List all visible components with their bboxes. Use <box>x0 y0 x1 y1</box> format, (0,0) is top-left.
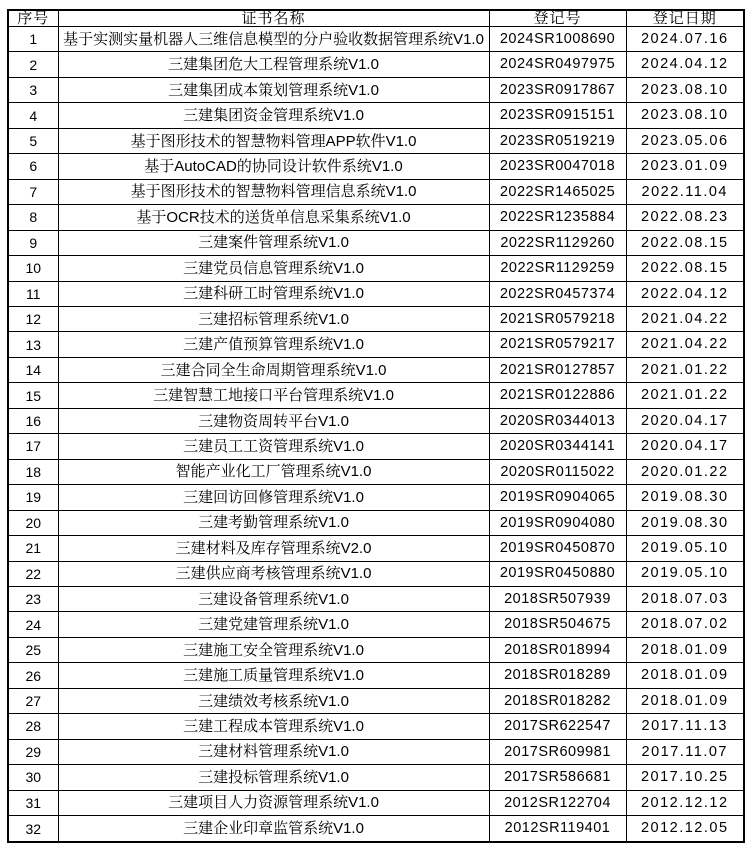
cell-reg-date: 2020.04.17 <box>626 408 744 433</box>
table-body <box>8 27 744 843</box>
cell-index: 8 <box>8 205 58 230</box>
table-row <box>8 714 744 739</box>
cell-reg-date: 2019.08.30 <box>626 485 744 510</box>
cell-name: 基于图形技术的智慧物料管理APP软件V1.0 <box>58 128 489 153</box>
cell-index: 15 <box>8 383 58 408</box>
cell-index: 23 <box>8 586 58 611</box>
cell-reg-date: 2022.08.15 <box>626 230 744 255</box>
cell-index: 22 <box>8 561 58 586</box>
cell-reg-no: 2019SR0450870 <box>489 536 626 561</box>
cell-reg-no: 2024SR1008690 <box>489 27 626 52</box>
certificates-table <box>7 9 745 843</box>
table-row <box>8 434 744 459</box>
cell-name: 基于实测实量机器人三维信息模型的分户验收数据管理系统V1.0 <box>58 27 489 52</box>
cell-name: 三建施工安全管理系统V1.0 <box>58 637 489 662</box>
cell-reg-no: 2021SR0579217 <box>489 332 626 357</box>
cell-reg-date: 2020.01.22 <box>626 459 744 484</box>
cell-reg-no: 2020SR0344013 <box>489 408 626 433</box>
table-row <box>8 612 744 637</box>
table-row <box>8 586 744 611</box>
cell-index: 3 <box>8 77 58 102</box>
cell-index: 17 <box>8 434 58 459</box>
cell-reg-no: 2022SR1465025 <box>489 179 626 204</box>
table-row <box>8 663 744 688</box>
column-header-reg-no: 登记号 <box>489 10 626 27</box>
table-row <box>8 179 744 204</box>
cell-reg-date: 2022.08.23 <box>626 205 744 230</box>
cell-name: 三建党建管理系统V1.0 <box>58 612 489 637</box>
table-row <box>8 77 744 102</box>
cell-name: 三建产值预算管理系统V1.0 <box>58 332 489 357</box>
cell-reg-no: 2019SR0904065 <box>489 485 626 510</box>
cell-reg-no: 2019SR0450880 <box>489 561 626 586</box>
cell-name: 三建材料及库存管理系统V2.0 <box>58 536 489 561</box>
cell-name: 三建党员信息管理系统V1.0 <box>58 256 489 281</box>
cell-reg-date: 2017.10.25 <box>626 765 744 790</box>
column-header-index: 序号 <box>8 10 58 27</box>
cell-index: 13 <box>8 332 58 357</box>
cell-reg-no: 2021SR0579218 <box>489 306 626 331</box>
cell-index: 16 <box>8 408 58 433</box>
table-header-row <box>8 10 744 27</box>
cell-index: 19 <box>8 485 58 510</box>
table-row <box>8 790 744 815</box>
cell-index: 7 <box>8 179 58 204</box>
cell-index: 11 <box>8 281 58 306</box>
cell-index: 21 <box>8 536 58 561</box>
table-row <box>8 128 744 153</box>
cell-reg-no: 2022SR1129260 <box>489 230 626 255</box>
cell-index: 12 <box>8 306 58 331</box>
cell-name: 三建工程成本管理系统V1.0 <box>58 714 489 739</box>
cell-reg-no: 2023SR0047018 <box>489 154 626 179</box>
cell-reg-date: 2023.08.10 <box>626 103 744 128</box>
cell-index: 27 <box>8 688 58 713</box>
cell-reg-no: 2012SR119401 <box>489 816 626 842</box>
cell-reg-no: 2022SR1235884 <box>489 205 626 230</box>
cell-reg-no: 2018SR018282 <box>489 688 626 713</box>
cell-name: 三建集团资金管理系统V1.0 <box>58 103 489 128</box>
table-row <box>8 205 744 230</box>
table-row <box>8 154 744 179</box>
cell-name: 基于OCR技术的送货单信息采集系统V1.0 <box>58 205 489 230</box>
cell-index: 20 <box>8 510 58 535</box>
cell-reg-date: 2021.01.22 <box>626 357 744 382</box>
cell-name: 三建材料管理系统V1.0 <box>58 739 489 764</box>
cell-index: 18 <box>8 459 58 484</box>
cell-reg-date: 2023.01.09 <box>626 154 744 179</box>
table-row <box>8 103 744 128</box>
table-row <box>8 459 744 484</box>
cell-reg-no: 2023SR0519219 <box>489 128 626 153</box>
cell-name: 三建供应商考核管理系统V1.0 <box>58 561 489 586</box>
cell-reg-no: 2020SR0344141 <box>489 434 626 459</box>
cell-reg-date: 2017.11.13 <box>626 714 744 739</box>
cell-reg-no: 2022SR0457374 <box>489 281 626 306</box>
cell-name: 三建回访回修管理系统V1.0 <box>58 485 489 510</box>
cell-reg-date: 2017.11.07 <box>626 739 744 764</box>
cell-reg-date: 2022.11.04 <box>626 179 744 204</box>
cell-reg-no: 2020SR0115022 <box>489 459 626 484</box>
cell-reg-date: 2020.04.17 <box>626 434 744 459</box>
cell-index: 30 <box>8 765 58 790</box>
cell-name: 三建智慧工地接口平台管理系统V1.0 <box>58 383 489 408</box>
cell-reg-no: 2018SR018289 <box>489 663 626 688</box>
cell-reg-no: 2017SR586681 <box>489 765 626 790</box>
cell-index: 32 <box>8 816 58 842</box>
cell-name: 三建案件管理系统V1.0 <box>58 230 489 255</box>
cell-reg-date: 2024.07.16 <box>626 27 744 52</box>
cell-name: 基于AutoCAD的协同设计软件系统V1.0 <box>58 154 489 179</box>
cell-name: 三建投标管理系统V1.0 <box>58 765 489 790</box>
cell-reg-date: 2012.12.12 <box>626 790 744 815</box>
table-row <box>8 306 744 331</box>
cell-reg-date: 2022.08.15 <box>626 256 744 281</box>
table-row <box>8 485 744 510</box>
cell-index: 6 <box>8 154 58 179</box>
cell-reg-date: 2021.04.22 <box>626 332 744 357</box>
cell-reg-date: 2021.01.22 <box>626 383 744 408</box>
cell-name: 三建绩效考核系统V1.0 <box>58 688 489 713</box>
table-row <box>8 383 744 408</box>
table-row <box>8 637 744 662</box>
cell-name: 三建科研工时管理系统V1.0 <box>58 281 489 306</box>
cell-index: 10 <box>8 256 58 281</box>
cell-name: 三建企业印章监管系统V1.0 <box>58 816 489 842</box>
cell-reg-date: 2022.04.12 <box>626 281 744 306</box>
cell-index: 26 <box>8 663 58 688</box>
table-row <box>8 510 744 535</box>
cell-reg-date: 2018.01.09 <box>626 637 744 662</box>
cell-index: 24 <box>8 612 58 637</box>
table-row <box>8 739 744 764</box>
cell-name: 三建集团危大工程管理系统V1.0 <box>58 52 489 77</box>
table-row <box>8 27 744 52</box>
cell-reg-no: 2019SR0904080 <box>489 510 626 535</box>
cell-reg-date: 2021.04.22 <box>626 306 744 331</box>
table-row <box>8 52 744 77</box>
cell-index: 2 <box>8 52 58 77</box>
cell-index: 29 <box>8 739 58 764</box>
cell-name: 三建设备管理系统V1.0 <box>58 586 489 611</box>
cell-reg-no: 2018SR018994 <box>489 637 626 662</box>
cell-reg-no: 2012SR122704 <box>489 790 626 815</box>
cell-reg-date: 2018.07.02 <box>626 612 744 637</box>
cell-index: 4 <box>8 103 58 128</box>
table-row <box>8 281 744 306</box>
column-header-reg-date: 登记日期 <box>626 10 744 27</box>
cell-name: 三建员工工资管理系统V1.0 <box>58 434 489 459</box>
cell-index: 25 <box>8 637 58 662</box>
table-row <box>8 332 744 357</box>
cell-reg-no: 2018SR507939 <box>489 586 626 611</box>
cell-reg-no: 2017SR622547 <box>489 714 626 739</box>
cell-name: 三建考勤管理系统V1.0 <box>58 510 489 535</box>
cell-reg-date: 2018.01.09 <box>626 663 744 688</box>
cell-reg-no: 2021SR0122886 <box>489 383 626 408</box>
cell-reg-date: 2019.05.10 <box>626 536 744 561</box>
cell-index: 1 <box>8 27 58 52</box>
cell-index: 31 <box>8 790 58 815</box>
cell-name: 三建集团成本策划管理系统V1.0 <box>58 77 489 102</box>
table-row <box>8 688 744 713</box>
table-row <box>8 357 744 382</box>
cell-reg-date: 2019.08.30 <box>626 510 744 535</box>
cell-name: 三建施工质量管理系统V1.0 <box>58 663 489 688</box>
cell-reg-no: 2022SR1129259 <box>489 256 626 281</box>
table-header <box>8 10 744 27</box>
cell-index: 14 <box>8 357 58 382</box>
cell-name: 三建物资周转平台V1.0 <box>58 408 489 433</box>
table-row <box>8 765 744 790</box>
cell-name: 基于图形技术的智慧物料管理信息系统V1.0 <box>58 179 489 204</box>
cell-index: 9 <box>8 230 58 255</box>
cell-index: 28 <box>8 714 58 739</box>
cell-reg-date: 2012.12.05 <box>626 816 744 842</box>
table-row <box>8 256 744 281</box>
cell-index: 5 <box>8 128 58 153</box>
cell-reg-date: 2023.05.06 <box>626 128 744 153</box>
cell-reg-date: 2019.05.10 <box>626 561 744 586</box>
cell-reg-date: 2024.04.12 <box>626 52 744 77</box>
table-row <box>8 230 744 255</box>
cell-reg-no: 2017SR609981 <box>489 739 626 764</box>
cell-reg-date: 2023.08.10 <box>626 77 744 102</box>
cell-reg-date: 2018.07.03 <box>626 586 744 611</box>
cell-name: 三建项目人力资源管理系统V1.0 <box>58 790 489 815</box>
cell-reg-no: 2023SR0917867 <box>489 77 626 102</box>
cell-reg-no: 2023SR0915151 <box>489 103 626 128</box>
table-row <box>8 408 744 433</box>
cell-name: 三建合同全生命周期管理系统V1.0 <box>58 357 489 382</box>
cell-reg-no: 2024SR0497975 <box>489 52 626 77</box>
cell-reg-no: 2018SR504675 <box>489 612 626 637</box>
column-header-name: 证书名称 <box>58 10 489 27</box>
table-row <box>8 816 744 842</box>
cell-name: 三建招标管理系统V1.0 <box>58 306 489 331</box>
table-row <box>8 536 744 561</box>
cell-name: 智能产业化工厂管理系统V1.0 <box>58 459 489 484</box>
table-row <box>8 561 744 586</box>
cell-reg-no: 2021SR0127857 <box>489 357 626 382</box>
cell-reg-date: 2018.01.09 <box>626 688 744 713</box>
